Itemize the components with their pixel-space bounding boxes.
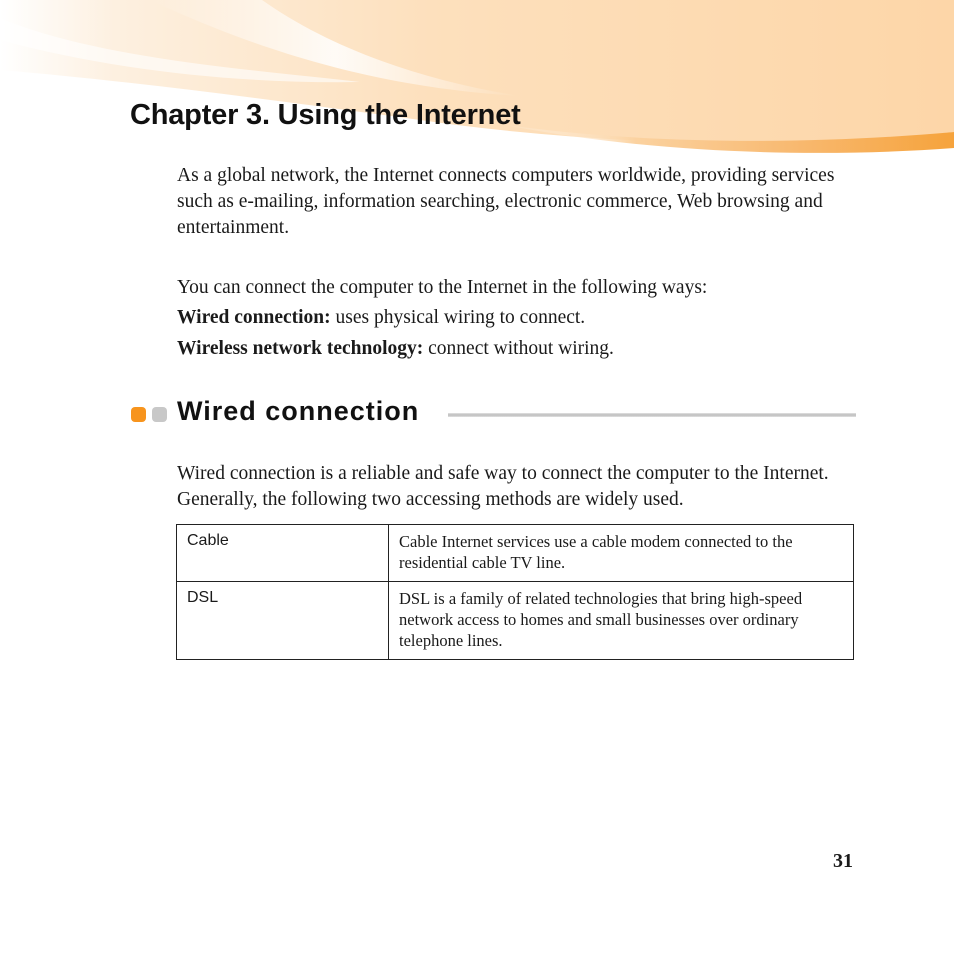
section-rule — [448, 413, 856, 417]
chapter-title: Chapter 3. Using the Internet — [130, 99, 521, 131]
wired-connection-term: Wired connection: — [177, 307, 331, 328]
wireless-technology-item — [177, 336, 614, 362]
table-row — [177, 582, 854, 660]
section-heading — [130, 398, 856, 434]
wireless-technology-term: Wireless network technology: — [177, 338, 424, 359]
connection-ways-intro: You can connect the computer to the Internet in the following ways: — [177, 277, 708, 298]
grey-square-bullet-icon — [152, 407, 167, 422]
wired-connection-item — [177, 305, 585, 331]
table-cell-description: DSL is a family of related technologies that bring high-speed network access to homes and small businesses over ordinary telephone lines. — [389, 582, 854, 660]
table-cell-term: DSL — [177, 582, 389, 660]
orange-square-bullet-icon — [131, 407, 146, 422]
section-title: Wired connection — [177, 396, 420, 426]
wired-connection-text: uses physical wiring to connect. — [330, 307, 586, 328]
wireless-technology-text: connect without wiring. — [423, 338, 614, 359]
section-paragraph: Wired connection is a reliable and safe way to connect the computer to the Internet. Generally, the following two accessing methods are widely used. — [177, 463, 829, 510]
intro-paragraph: As a global network, the Internet connects computers worldwide, providing services such as e-mailing, information searching, electronic commerce, Web browsing and entertainment. — [177, 165, 835, 238]
header-banner — [0, 0, 954, 160]
page-number: 31 — [833, 850, 853, 872]
table-cell-description: Cable Internet services use a cable modem connected to the residential cable TV line. — [389, 525, 854, 582]
table-cell-term: Cable — [177, 525, 389, 582]
table-row — [177, 525, 854, 582]
access-methods-table — [176, 524, 854, 660]
